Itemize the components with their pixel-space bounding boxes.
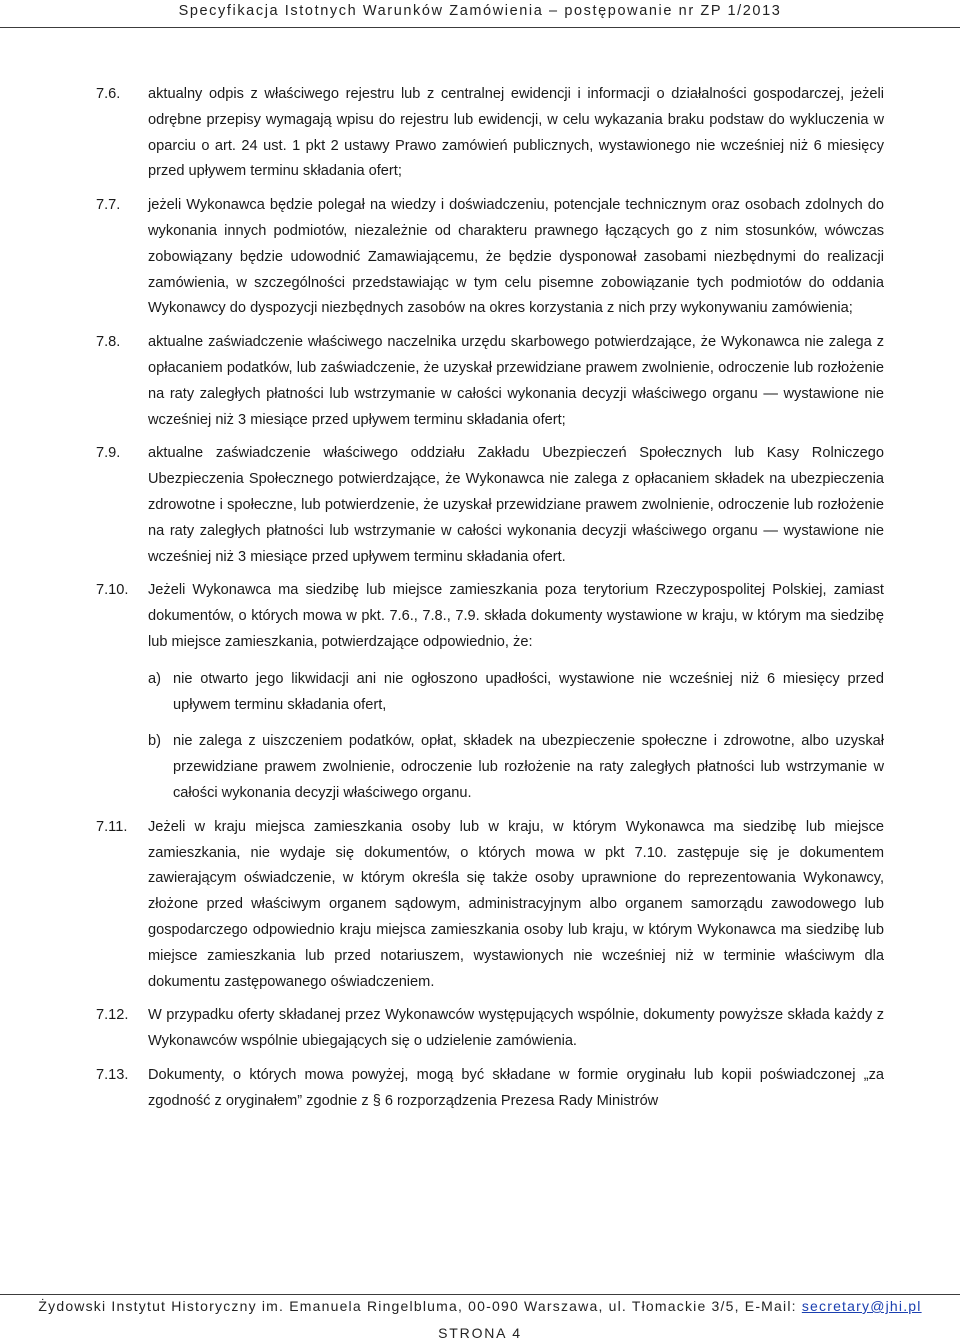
- sub-item-text: nie zalega z uiszczeniem podatków, opłat, składek na ubezpieczenie społeczne i zdrowotne, albo uzyskał przewidziane prawem zwolnienie, odroczenie lub rozłożenie na raty zaległych płatności lub wstrzymanie w całości wykonania decyzji właściwego organu.: [173, 733, 884, 801]
- footer-divider: [0, 1294, 960, 1295]
- item-text: jeżeli Wykonawca będzie polegał na wiedzy i doświadczeniu, potencjale technicznym oraz osobach zdolnych do wykonania innych podmiotów, niezależnie od charakteru prawnego łączących go z nim stosunków, wówczas zobowiązany będzie udowodnić Zamawiającemu, że będzie dysponował zasobami niezbędnymi do realizacji zamówienia, w szczególności przedstawiając w tym celu pisemne zobowiązanie tych podmiotów do oddania Wykonawcy do dyspozycji niezbędnych zasobów na okres korzystania z nich przy wykonywaniu zamówienia;: [148, 197, 884, 317]
- page-number: STRONA 4: [438, 1325, 522, 1341]
- list-item-7-8: [96, 330, 884, 433]
- page-footer: [0, 1297, 960, 1315]
- item-number: 7.9.: [96, 445, 121, 462]
- sub-item-a: [148, 667, 884, 719]
- list-item-7-9: [96, 441, 884, 570]
- list-item-7-11: [96, 815, 884, 996]
- item-number: 7.7.: [96, 197, 121, 214]
- item-text: aktualny odpis z właściwego rejestru lub z centralnej ewidencji i informacji o działalności gospodarczej, jeżeli odrębne przepisy wymagają wpisu do rejestru lub ewidencji, w celu wykazania braku podstaw do wykluczenia w oparciu o art. 24 ust. 1 pkt 2 ustawy Prawo zamówień publicznych, wystawionego nie wcześniej niż 6 miesięcy przed upływem terminu składania ofert;: [148, 86, 884, 180]
- item-number: 7.12.: [96, 1007, 129, 1024]
- header-divider: [0, 27, 960, 28]
- item-text: aktualne zaświadczenie właściwego oddziału Zakładu Ubezpieczeń Społecznych lub Kasy Rolniczego Ubezpieczenia Społecznego potwierdzające, że Wykonawca nie zalega z opłacaniem składek na ubezpieczenia zdrowotne i społeczne, lub potwierdzenie, że uzyskał przewidziane prawem zwolnienie, odroczenie lub rozłożenie na raty zaległych płatności lub wstrzymanie w całości wykonania decyzji właściwego organu — wystawione nie wcześniej niż 3 miesiące przed upływem terminu składania ofert.: [148, 445, 884, 565]
- list-item-7-10: [96, 578, 884, 806]
- item-number: 7.13.: [96, 1066, 129, 1083]
- list-item-7-13: [96, 1063, 884, 1115]
- list-item-7-6: [96, 82, 884, 185]
- footer-address: Żydowski Instytut Historyczny im. Emanuela Ringelbluma, 00-090 Warszawa, ul. Tłomackie 3/5, E-Mail:: [38, 1298, 802, 1314]
- item-text: Jeżeli w kraju miejsca zamieszkania osoby lub w kraju, w którym Wykonawca ma siedzibę lub miejsce zamieszkania, nie wydaje się dokumentów, o których mowa w pkt 7.10. zastępuje się je dokumentem zawierającym oświadczenie, w którym określa się także osoby uprawnione do reprezentowania Wykonawcy, złożone przed właściwym organem sądowym, administracyjnym albo organem samorządu zawodowego lub gospodarczego odpowiednio kraju miejsca zamieszkania osoby lub kraju, w którym Wykonawca ma siedzibę lub miejsce zamieszkania lub przed notariuszem, wystawionych nie wcześniej niż w terminie właściwym dla dokumentu zastępowanego oświadczeniem.: [148, 818, 884, 990]
- list-item-7-12: [96, 1003, 884, 1055]
- item-text: W przypadku oferty składanej przez Wykonawców występujących wspólnie, dokumenty powyższe składa każdy z Wykonawców wspólnie ubiegających się o udzielenie zamówienia.: [148, 1007, 884, 1050]
- sub-item-text: nie otwarto jego likwidacji ani nie ogłoszono upadłości, wystawione nie wcześniej niż 6 miesięcy przed upływem terminu składania ofert,: [173, 670, 884, 713]
- sub-item-b: [148, 729, 884, 806]
- sub-item-letter: a): [148, 670, 161, 687]
- item-number: 7.6.: [96, 86, 121, 102]
- item-number: 7.8.: [96, 334, 121, 351]
- sub-item-letter: b): [148, 733, 161, 750]
- item-text: Dokumenty, o których mowa powyżej, mogą być składane w formie oryginału lub kopii poświadczonej „za zgodność z oryginałem” zgodnie z § 6 rozporządzenia Prezesa Rady Ministrów: [148, 1066, 884, 1109]
- item-number: 7.11.: [96, 818, 128, 835]
- page-header: [0, 0, 960, 36]
- list-item-7-7: [96, 193, 884, 322]
- document-body: [96, 82, 884, 1122]
- email-link[interactable]: secretary@jhi.pl: [801, 1298, 922, 1314]
- item-number: 7.10.: [96, 582, 129, 599]
- header-title: Specyfikacja Istotnych Warunków Zamówienia – postępowanie nr ZP 1/2013: [178, 3, 782, 19]
- item-text: aktualne zaświadczenie właściwego naczelnika urzędu skarbowego potwierdzające, że Wykonawca nie zalega z opłacaniem podatków, lub zaświadczenie, że uzyskał przewidziane prawem zwolnienie, odroczenie lub rozłożenie na raty zaległych płatności lub wstrzymanie w całości wykonania decyzji właściwego organu — wystawione nie wcześniej niż 3 miesiące przed upływem terminu składania ofert;: [148, 334, 884, 428]
- item-text: Jeżeli Wykonawca ma siedzibę lub miejsce zamieszkania poza terytorium Rzeczypospolitej Polskiej, zamiast dokumentów, o których mowa w pkt. 7.6., 7.8., 7.9. składa dokumenty wystawione w kraju, w którym ma siedzibę lub miejsce zamieszkania, potwierdzające odpowiednio, że:: [148, 582, 884, 650]
